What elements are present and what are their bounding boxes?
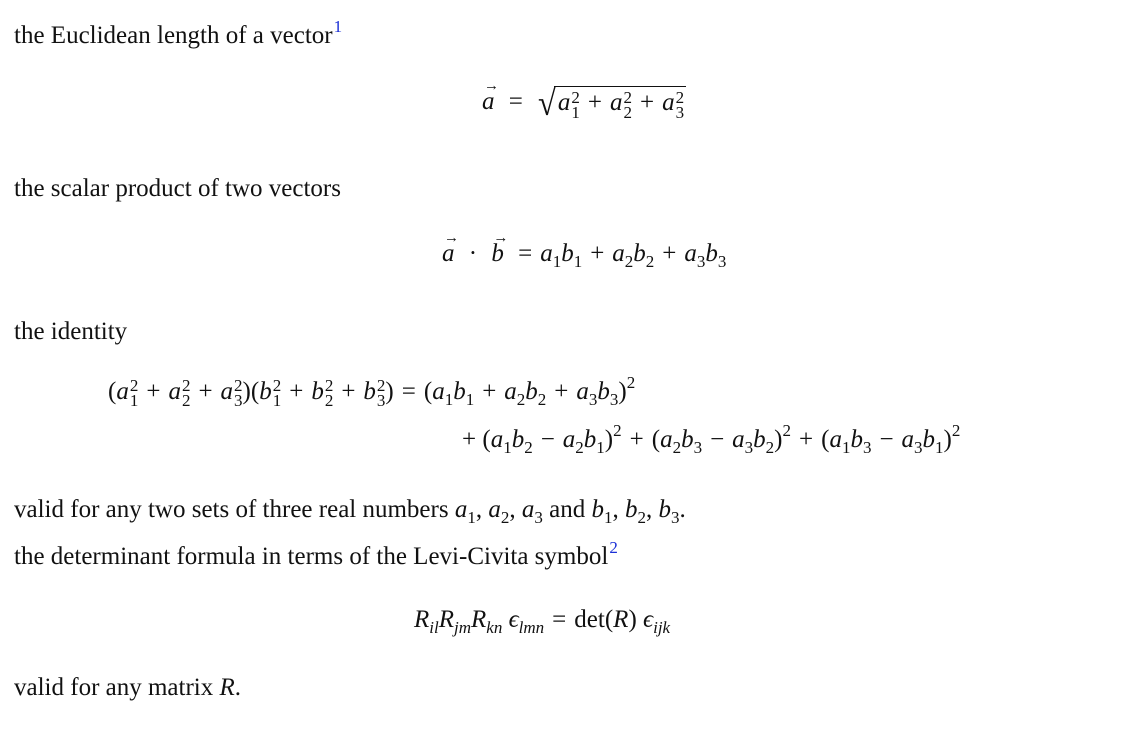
text-euclidean-length <box>14 17 343 54</box>
text-determinant-formula <box>14 538 618 575</box>
para-text: the Euclidean length of a vector <box>14 22 333 49</box>
para-text-and: and <box>549 496 586 523</box>
text-scalar-product: the scalar product of two vectors <box>14 175 341 202</box>
footnote-link-1[interactable]: 1 <box>333 17 343 36</box>
period: . <box>234 674 242 701</box>
vector-a-symbol: a → <box>442 230 459 267</box>
matrix-variable: R <box>219 674 235 701</box>
equation-euclidean-length: a → = √a 2 1 + a 2 2 + a 2 3 <box>482 77 685 123</box>
text-identity: the identity <box>14 318 128 345</box>
para-text: valid for any two sets of three real numbers <box>14 496 449 523</box>
equation-identity-line1: (a 2 1 + a 2 2 + a 2 3 )(b 2 1 + b 2 2 + b 2 3 ) = $(a_1b_1 + a_2b_2 + a_3b_3)^2$ <box>108 373 636 411</box>
para-text: the determinant formula in terms of the Levi-Civita symbol <box>14 543 609 570</box>
para-text: valid for any matrix <box>14 674 214 701</box>
vector-a-symbol: a → <box>482 77 499 115</box>
vector-b-symbol: b → <box>491 230 509 267</box>
equation-levi-civita: $R_{il}R_{jm}R_{kn}$ $\epsilon_{lmn} = \det(R)$ $\epsilon_{ijk}$ <box>414 606 671 637</box>
square-root: √a 2 1 + a 2 2 + a 2 3 <box>538 83 685 123</box>
equation-scalar-product: a → · b → = $a_1b_1 + a_2b_2 + a_3b_3$ <box>442 230 727 271</box>
text-valid-real-numbers: valid for any two sets of three real numbers $a_1$, $a_2$, $a_3$ and $b_1$, $b_2$, $b_3$. <box>14 496 686 527</box>
equation-identity-line2: + $(a_1b_2 - a_2b_1)^2 + (a_2b_3 - a_3b_2)^2 + (a_1b_3 - a_3b_1)^2$ <box>462 421 961 457</box>
text-valid-matrix <box>14 672 241 704</box>
footnote-link-2[interactable]: 2 <box>609 538 618 557</box>
